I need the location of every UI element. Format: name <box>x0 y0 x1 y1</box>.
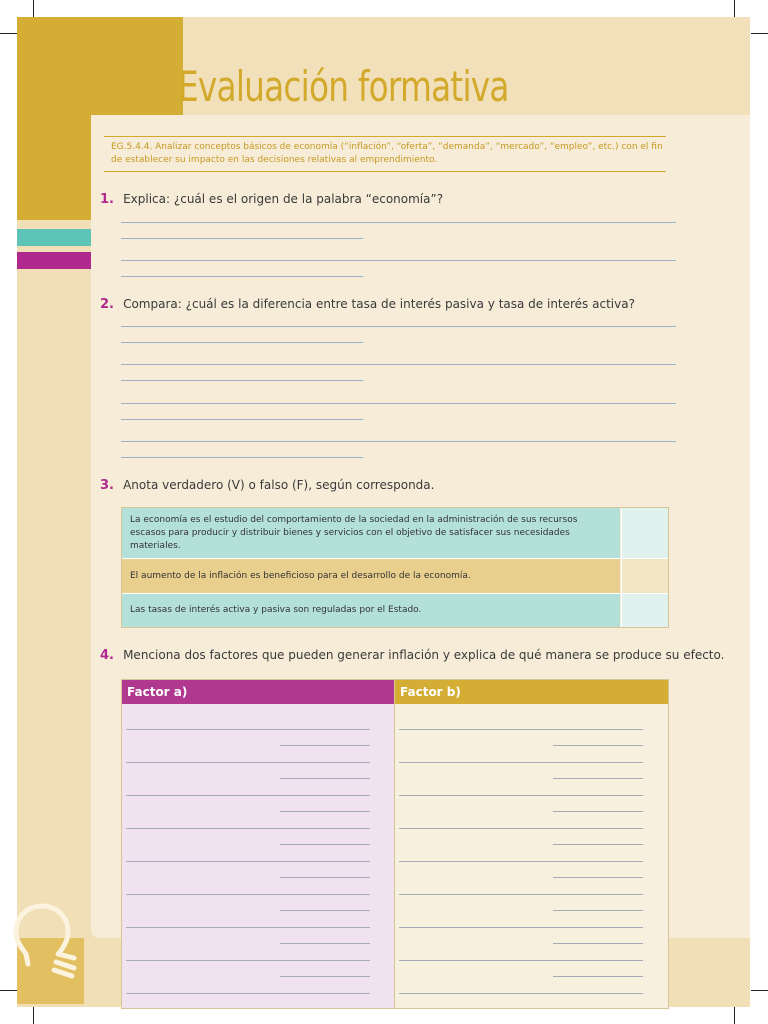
teal-decor-bar <box>17 229 91 246</box>
writing-line[interactable] <box>553 811 643 812</box>
table-row <box>122 508 668 559</box>
writing-line[interactable] <box>399 861 643 862</box>
writing-line[interactable] <box>280 745 370 746</box>
writing-line[interactable] <box>399 960 643 961</box>
lightbulb-icon <box>12 898 79 964</box>
question-number: 1. <box>100 192 114 207</box>
statement-text: La economía es el estudio del comportamiento de la sociedad en la administración de sus recursos escasos para producir y distribuir bienes y servicios con el objetivo de satisfacer sus necesidades materiales. <box>122 508 620 558</box>
factor-b-column <box>395 680 668 1008</box>
answer-line[interactable] <box>121 457 363 458</box>
writing-line[interactable] <box>399 729 643 730</box>
table-row <box>122 594 668 627</box>
magenta-decor-bar <box>17 252 91 269</box>
crop-mark <box>751 33 768 34</box>
writing-line[interactable] <box>553 910 643 911</box>
question-text: Explica: ¿cuál es el origen de la palabra “economía”? <box>123 192 444 206</box>
answer-cell[interactable] <box>621 594 668 627</box>
writing-line[interactable] <box>126 993 370 994</box>
writing-line[interactable] <box>399 894 643 895</box>
writing-line[interactable] <box>399 762 643 763</box>
writing-line[interactable] <box>399 993 643 994</box>
writing-line[interactable] <box>280 943 370 944</box>
factors-table <box>121 679 669 1009</box>
crop-mark <box>0 33 17 34</box>
question-4 <box>100 644 724 663</box>
question-number: 3. <box>100 478 114 493</box>
writing-line[interactable] <box>553 877 643 878</box>
page-title: Evaluación formativa <box>178 62 509 111</box>
crop-mark <box>734 0 735 17</box>
writing-line[interactable] <box>280 811 370 812</box>
writing-line[interactable] <box>126 762 370 763</box>
writing-line[interactable] <box>553 844 643 845</box>
question-1 <box>100 188 443 207</box>
writing-line[interactable] <box>126 729 370 730</box>
objective-box <box>104 136 666 172</box>
factor-b-header: Factor b) <box>395 680 668 704</box>
lightbulb-box <box>17 938 84 1004</box>
writing-line[interactable] <box>126 861 370 862</box>
statement-text: Las tasas de interés activa y pasiva son reguladas por el Estado. <box>122 594 620 627</box>
answer-cell[interactable] <box>621 559 668 593</box>
question-text: Compara: ¿cuál es la diferencia entre tasa de interés pasiva y tasa de interés activa? <box>123 297 635 311</box>
answer-line[interactable] <box>121 403 676 404</box>
writing-line[interactable] <box>399 828 643 829</box>
answer-line[interactable] <box>121 238 363 239</box>
writing-line[interactable] <box>553 778 643 779</box>
writing-line[interactable] <box>126 960 370 961</box>
writing-line[interactable] <box>399 795 643 796</box>
answer-line[interactable] <box>121 419 363 420</box>
answer-cell[interactable] <box>621 508 668 558</box>
crop-mark <box>33 1007 34 1024</box>
writing-line[interactable] <box>553 943 643 944</box>
crop-mark <box>734 1007 735 1024</box>
answer-line[interactable] <box>121 326 676 327</box>
factor-a-column <box>122 680 395 1008</box>
answer-line[interactable] <box>121 342 363 343</box>
writing-line[interactable] <box>280 910 370 911</box>
question-text: Menciona dos factores que pueden generar inflación y explica de qué manera se produce su efecto. <box>123 648 725 662</box>
writing-line[interactable] <box>553 745 643 746</box>
statement-text: El aumento de la inflación es beneficioso para el desarrollo de la economía. <box>122 559 620 593</box>
question-number: 2. <box>100 297 114 312</box>
writing-line[interactable] <box>126 795 370 796</box>
objective-text: EG.5.4.4. Analizar conceptos básicos de economía (“inflación”, “oferta”, “demanda”, “mercado”, “empleo”, etc.) con el fin de establecer su impacto en las decisiones relativas al emprendimiento. <box>111 142 663 165</box>
answer-line[interactable] <box>121 441 676 442</box>
answer-line[interactable] <box>121 364 676 365</box>
writing-line[interactable] <box>280 877 370 878</box>
question-text: Anota verdadero (V) o falso (F), según corresponda. <box>123 478 435 492</box>
writing-line[interactable] <box>126 828 370 829</box>
true-false-table <box>121 507 669 628</box>
answer-line[interactable] <box>121 260 676 261</box>
answer-line[interactable] <box>121 222 676 223</box>
crop-mark <box>0 990 17 991</box>
writing-line[interactable] <box>280 778 370 779</box>
gold-decor-block-lower <box>17 115 91 220</box>
writing-line[interactable] <box>280 844 370 845</box>
question-3 <box>100 474 434 493</box>
crop-mark <box>33 0 34 17</box>
crop-mark <box>751 990 768 991</box>
answer-line[interactable] <box>121 276 363 277</box>
answer-line[interactable] <box>121 380 363 381</box>
table-row <box>122 559 668 594</box>
writing-line[interactable] <box>553 976 643 977</box>
writing-line[interactable] <box>399 927 643 928</box>
writing-line[interactable] <box>280 976 370 977</box>
question-number: 4. <box>100 648 114 663</box>
factor-a-header: Factor a) <box>122 680 394 704</box>
question-2 <box>100 293 635 312</box>
writing-line[interactable] <box>126 894 370 895</box>
writing-line[interactable] <box>126 927 370 928</box>
